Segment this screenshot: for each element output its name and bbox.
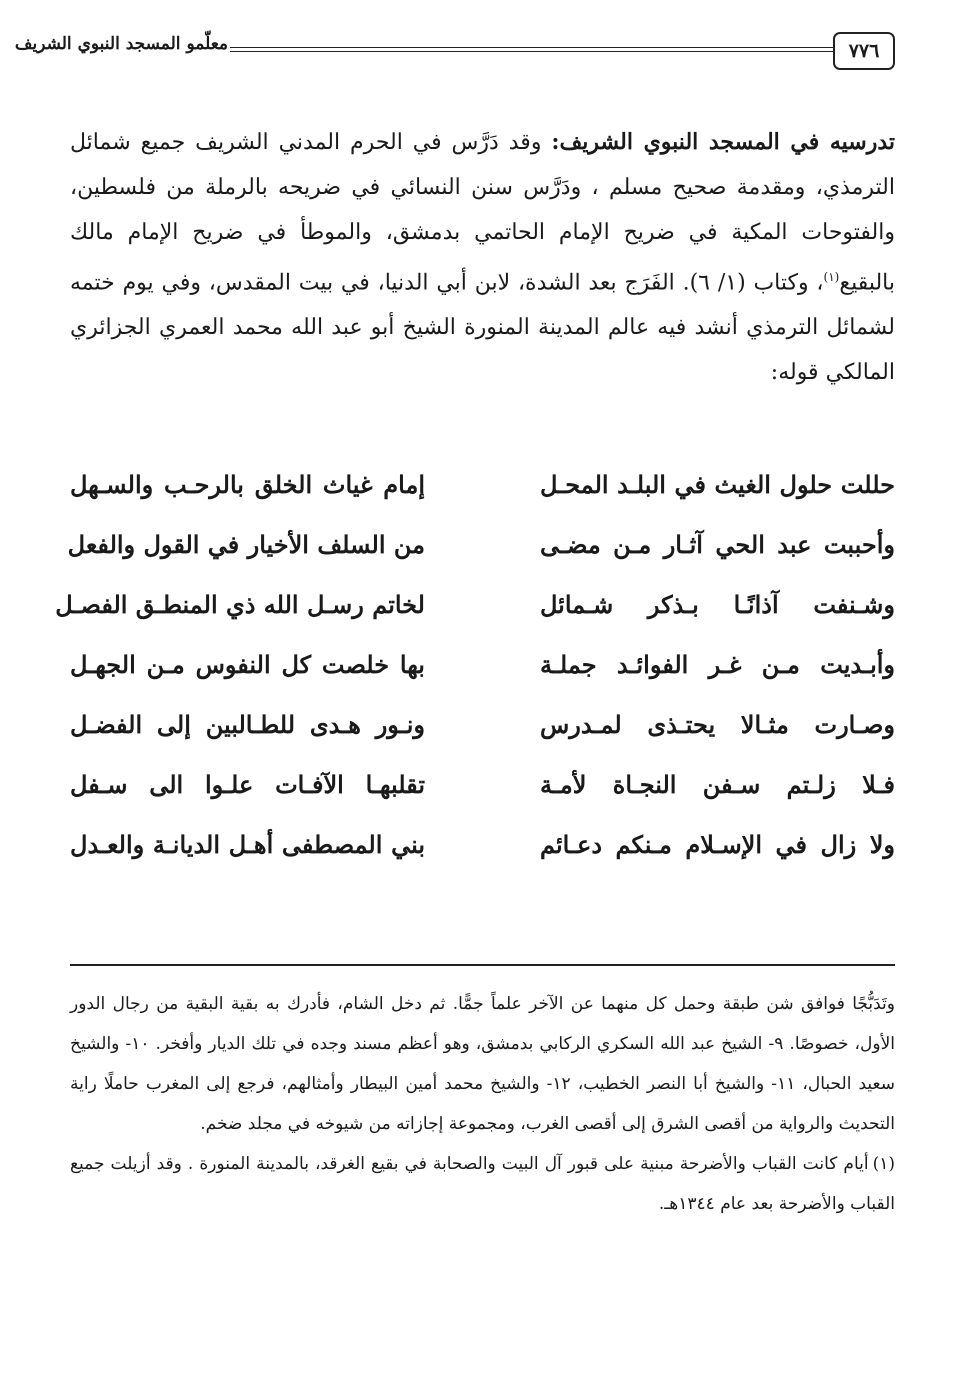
poem-verse bbox=[70, 694, 895, 754]
header-rule bbox=[230, 51, 837, 52]
page-number: ٧٧٦ bbox=[833, 32, 895, 70]
poem-verse bbox=[70, 634, 895, 694]
header-rule bbox=[230, 47, 837, 48]
verse-second-hemistich: تقلبهـا الآفـات علـوا الى سـفل bbox=[70, 769, 425, 799]
poem-verse bbox=[67, 514, 895, 574]
running-title: معلّمو المسجد النبوي الشريف bbox=[14, 34, 228, 54]
verse-first-hemistich: وأبـديت مـن غـر الفوائـد جملـة bbox=[540, 649, 895, 679]
verse-first-hemistich: ولا زال في الإسـلام مـنكم دعـائم bbox=[540, 829, 895, 859]
footnote-1 bbox=[70, 1144, 895, 1224]
verse-second-hemistich: من السلف الأخيار في القول والفعل bbox=[67, 529, 425, 559]
verse-second-hemistich: بني المصطفى أهـل الديانـة والعـدل bbox=[70, 829, 425, 859]
verse-second-hemistich: ونـور هـدى للطـالبين إلى الفضـل bbox=[70, 709, 425, 739]
footnotes bbox=[70, 984, 895, 1224]
footnote-reference[interactable]: (١) bbox=[823, 270, 840, 284]
verse-first-hemistich: فـلا زلـتم سـفن النجـاة لأمـة bbox=[540, 769, 895, 799]
poem bbox=[55, 454, 895, 874]
footnote-marker: (١) bbox=[872, 1154, 895, 1174]
poem-verse bbox=[70, 814, 895, 874]
footnote-continuation: وتَدَبُّجًا فوافق شن طبقة وحمل كل منهما عن الآخر علماً جمًّا. ثم دخل الشام، فأدرك به بقية البقية من رجال الدور الأول، خصوصًا. ٩- الشيخ عبد الله السكري الركابي بدمشق، وهو أعظم مسند وجده في تلك الديار وأفخر. ١٠- والشيخ سعيد الحبال، ١١- والشيخ أبا النصر الخطيب، ١٢- والشيخ محمد أمين البيطار وأمثالهم، فرجع إلى المغرب حاملًا راية التحديث والرواية من أقصى الشرق إلى أقصى الغرب، ومجموعة إجازاته من شيوخه في مجلد ضخم. bbox=[70, 994, 896, 1134]
verse-second-hemistich: لخاتم رسـل الله ذي المنطـق الفصـل bbox=[55, 589, 425, 619]
page-header bbox=[14, 28, 895, 72]
poem-verse bbox=[70, 454, 895, 514]
paragraph-text: وقد دَرَّس في الحرم المدني الشريف جميع شمائل الترمذي، ومقدمة صحيح مسلم ، ودَرَّس سنن النسائي في ضريحه بالرملة من فلسطين، والفتوحات المكية في ضريح الإمام الحاتمي بدمشق، والموطأ في ضريح الإمام مالك بالبقيع bbox=[70, 130, 896, 296]
verse-first-hemistich: وشـنفت آذانًـا بـذكر شـمائل bbox=[540, 589, 895, 619]
footnote-text: أيام كانت القباب والأضرحة مبنية على قبور آل البيت والصحابة في بقيع الغرقد، بالمدينة المنورة . وقد أزيلت جميع القباب والأضرحة بعد عام ١٣٤٤هـ. bbox=[70, 1154, 895, 1214]
verse-first-hemistich: حللت حلول الغيث في البلـد المحـل bbox=[540, 469, 895, 499]
poem-verse bbox=[55, 574, 895, 634]
verse-second-hemistich: إمام غياث الخلق بالرحـب والسـهل bbox=[70, 469, 425, 499]
section-lead: تدرسيه في المسجد النبوي الشريف: bbox=[551, 129, 895, 155]
verse-first-hemistich: وصـارت مثـالا يحتـذى لمـدرس bbox=[540, 709, 895, 739]
footnote-separator bbox=[70, 964, 895, 966]
paragraph-text: ، وكتاب (١/ ٦). الفَرَج بعد الشدة، لابن أبي الدنيا، في بيت المقدس، وفي يوم ختمه لشمائل الترمذي أنشد فيه عالم المدينة المنورة الشيخ أبو عبد الله محمد العمري الجزائري المالكي قوله: bbox=[70, 270, 895, 386]
verse-first-hemistich: وأحببت عبد الحي آثـار مـن مضـى bbox=[540, 529, 895, 559]
poem-verse bbox=[70, 754, 895, 814]
body-paragraph bbox=[70, 120, 895, 395]
verse-second-hemistich: بها خلصت كل النفوس مـن الجهـل bbox=[70, 649, 425, 679]
